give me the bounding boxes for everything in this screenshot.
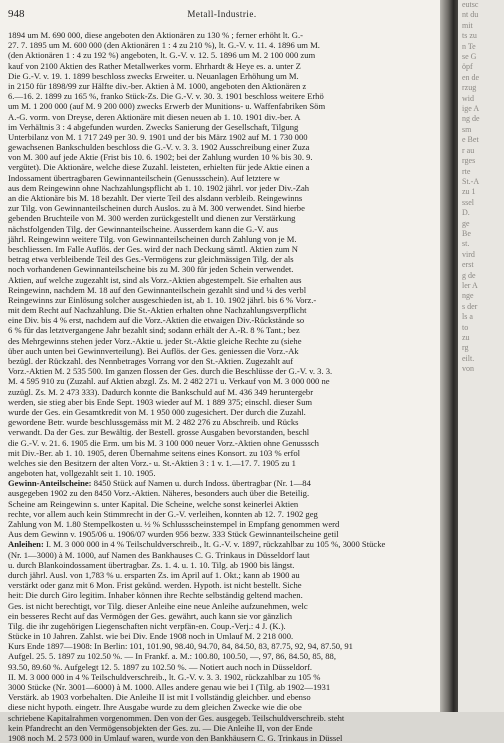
running-head: Metall-Industrie. <box>187 9 257 19</box>
page-fragment-line: s der <box>462 301 478 311</box>
text-line: wurde der Ges. ein Gesamtkredit von M. 1 950 000 zugesichert. Der durch die Zuzahl. <box>8 406 306 417</box>
text-line: 6 % für das letztvergangene Jahr bezahlt sind; sodann erhält der A.-R. 8 % Tant.; bez <box>8 325 300 336</box>
text-line: (Nr. 1—3000) à M. 1000, auf Namen des Bankhauses C. G. Trinkaus in Düsseldorf laut <box>8 549 310 560</box>
text-line: Aufgel. 25. 5. 1897 zu 102.50 %. — In Frankf. a. M.: 100.80, 100.50, —, 97, 86, 84.50, 85, 88, <box>8 651 336 662</box>
page-fragment-line: sm <box>462 124 472 134</box>
page-fragment-line: erst <box>462 260 474 270</box>
text-line: (den Aktionären 1 : 4 zu 192 %) angeboten, lt. G.-V. v. 12. 5. 1896 um M. 2 100 000 zum <box>8 50 316 61</box>
page-fragment-line: ige A <box>462 104 480 114</box>
text-line: betrag etwa verbleibende Teil des Ges.-Vermögens zur gleichmässigen Tilg. der als <box>8 254 294 265</box>
text-line: II. M. 3 000 000 in 4 % Teilschuldverschreib., lt. G.-V. v. 3. 3. 1902, rückzahlbar zu 105 % <box>8 671 321 682</box>
text-line: an die Aktionäre bis M. 18 bezahlt. Der vierte Teil des alsdann verbleib. Reingewinns <box>8 193 303 203</box>
text-line: 27. 7. 1895 um M. 600 000 (den Aktionären 1 : 4 zu 210 %), lt. G.-V. v. 11. 4. 1896 um M. <box>8 40 320 51</box>
text-line: aus dem Reingewinn ohne Nachzahlungspflicht ab 1. 10. 1902 jährl. vor jeder Div.-Zah <box>8 182 310 193</box>
text-line: ein besseres Recht auf das Vermögen der Ges. gewährt, auch kann sie vor gänzlich <box>8 610 293 621</box>
text-line: 6.—16. 2. 1899 zu 165 %, franko Stück-Zs. Die G.-V. v. 30. 3. 1901 beschloss weitere Erhö <box>8 91 324 102</box>
text-line: um M. 1 200 000 (auf M. 9 200 000) zwecks Erwerb der Munitions- u. Waffenfabriken Söm <box>8 101 326 112</box>
page-fragment-line: ng de <box>462 114 480 124</box>
text-line: heit: Die durch Giro legitim. Inhaber können ihre Rechte selbständig geltend machen. <box>8 590 303 601</box>
text-line: Aus dem Gewinn v. 1905/06 u. 1906/07 wurden 956 bezw. 333 Stück Gewinnanteilscheine getil <box>8 529 339 540</box>
capital-history-section <box>8 30 444 478</box>
page-fragment-line: e Bet <box>462 135 479 145</box>
profit-share-certificates-section <box>8 478 444 539</box>
text-line: zur Tilg. von Gewinnanteilscheinen durch Auslos. zu à M. 300 verwendet. Sind hierbe <box>8 203 305 214</box>
page-fragment-line: se G <box>462 52 477 62</box>
text-line: Tilg. die ihr zugehörigen Liegenschaften nicht verpfän-en. Coup.-Verj.: 4 J. (K.). <box>8 620 286 631</box>
page-fragment-line: St.-A <box>462 176 480 186</box>
page-fragment-line: ls a <box>462 312 473 322</box>
text-line: Anleihen: I. M. 3 000 000 in 4 % Teilschuldverschreib., lt. G.-V. v. 1897, rückzahlbar zu 105 %, 3000 Stücke <box>8 539 386 550</box>
text-line: durch jährl. Ausl. von 1,783 % u. ersparten Zs. im April auf 1. Okt.; kann ab 1900 au <box>8 569 300 580</box>
page-fragment-line: to <box>462 322 469 332</box>
text-line: angeboten hat, vollgezahlt seit 1. 10. 1905. <box>8 468 156 479</box>
page-fragment-line: en de <box>462 72 480 82</box>
text-line: mit dem Recht auf Nachzahlung. Die St.-Aktien erhalten ohne Nachzahlungsverpflicht <box>8 305 307 316</box>
page-fragment-line: rte <box>462 166 471 176</box>
text-line: Reingewinn, nachdem M. 18 auf den Gewinnanteilschein gezahlt sind und ¼ des verbl <box>8 284 307 295</box>
text-line: noch vorhandenen Gewinnanteilscheine bis zu M. 300 für jeden Schein verwendet. <box>8 264 294 275</box>
text-line: 93.50, 89.60 %. Aufgelegt 12. 5. 1897 zu 102.50 %. — Notiert auch noch in Düsseldorf. <box>8 661 313 672</box>
page-number: 948 <box>8 8 25 20</box>
page-fragment-line: rzug <box>462 83 477 93</box>
text-line: Gewinn-Anteilscheine: 8450 Stück auf Namen u. durch Indoss. übertragbar (Nr. 1—84 <box>8 478 311 489</box>
text-line: Indossament übertragbaren Gewinnanteilschein (Genussschein). Auf letztere w <box>8 172 280 183</box>
text-line: Vorz.-Aktien M. 2 535 500. Im ganzen flossen der Ges. durch die Beschlüsse der G.-V. v. 3. 3. <box>8 366 333 377</box>
page-fragment-line: st. <box>462 239 470 249</box>
text-line: gewordene Betr. wurde beschlussgemäss mit M. 2 482 276 zu Abschreib. und Rücks <box>8 417 299 428</box>
page-fragment-line: n Te <box>462 41 476 51</box>
text-line: A.-G. vorm. von Dreyse, deren Aktionäre mit diesen neuen ab 1. 10. 1901 div.-ber. A <box>8 111 301 122</box>
text-line: Reingewinns zur Einlösung solcher ausgeschieden ist, ab 1. 10. 1902 jährl. bis 6 % Vorz.- <box>8 294 317 305</box>
text-line: über auch unten bei Gewinnverteilung). Bei Auflös. der Ges. geniessen die Vorz.-Ak <box>8 345 299 356</box>
page-fragment-line: eutsc <box>462 0 479 9</box>
text-line: schriebene Kapitalrahmen vorgenommen. Den von der Ges. ausgegeb. Teilschuldverschreib. steht <box>8 712 345 723</box>
page-fragment-line: ssel <box>462 197 474 207</box>
text-line: jährl. Reingewinn weitere Tilg. von Gewinnanteilscheinen durch Zahlung von je M. <box>8 233 297 244</box>
text-line: ausgegeben 1902 zu den 8450 Vorz.-Aktien. Näheres, besonders auch über die Beteilig. <box>8 488 310 499</box>
text-line: kauf von 2100 Aktien des Rather Metallwerkes vorm. Ehrhardt & Heye es. a. unter Z <box>8 60 301 71</box>
page-fragment-line: öpf <box>462 62 473 72</box>
text-line: im Verhältnis 3 : 4 abgefunden wurden. Zwecks Sanierung der Gesellschaft, Tilgung <box>8 121 299 132</box>
text-line: verwandt. Da der Ges. zur Bewältig. der Bestell. grosse Ausgaben bevorstanden, beschl <box>8 427 310 438</box>
text-line: gebenden Bruchteile von M. 300 werden zurückgestellt und dienen zur Verstärkung <box>8 213 296 224</box>
text-line: vergütet). Die Aktionäre, welche diese Zuzahl. leisteten, erhielten für jede Aktie einen a <box>8 162 310 173</box>
text-line: Scheine am Reingewinn s. unter Kapital. Die Scheine, welche sonst keinerlei Aktien <box>8 498 299 509</box>
adjacent-page-edge <box>458 0 504 712</box>
text-line: Ges. ist nicht berechtigt, vor Tilg. dieser Anleihe eine neue Anleihe aufzunehmen, welc <box>8 600 308 611</box>
text-line: Kurs Ende 1897—1908: In Berlin: 101, 101.90, 98.40, 94.70, 84, 84.50, 83, 87.75, 92, 94, 87.50, 91 <box>8 641 353 652</box>
text-line: beschliessen. Im Falle Auflös. der Ges. wird der nach Deckung sämtl. Aktien zum N <box>8 243 298 254</box>
page-fragment-line: ge <box>462 218 470 228</box>
text-line: rechte, vor allem auch kein Stimmrecht in der G.-V. verleihen, konnten ab 12. 7. 1902 geg <box>8 508 318 519</box>
page-fragment-line: nt du <box>462 10 479 20</box>
page-fragment-line: g de <box>462 270 476 280</box>
page-fragment-line: nge <box>462 291 474 301</box>
page-fragment-line: eilt. <box>462 353 475 363</box>
text-line: Aktien, auf welche zugezahlt ist, sind als Vorz.-Aktien abgestempelt. Sie erhalten aus <box>8 274 302 285</box>
page-fragment-line: zu 1 <box>462 187 476 197</box>
text-line: die G.-V. v. 21. 6. 1905 die Erm. um bis M. 3 100 000 neuer Vorz.-Aktien ohne Genusssch <box>8 437 319 448</box>
page-fragment-line: mit <box>462 20 473 30</box>
text-line: diese nicht hypoth. eingetr. Ihre Ausgabe wurde zu dem gleichen Zwecke wie die obe <box>8 702 302 713</box>
page-fragment-line: ts zu <box>462 31 477 41</box>
text-line: verstärkt oder ganz mit 6 Mon. Frist gekünd. werden. Hypoth. ist nicht bestellt. Siche <box>8 580 302 591</box>
text-line: Verstärk. ab 1903 vorbehalten. Die Anleihe II ist mit I vollständig gleichber. und ebenso <box>8 692 311 703</box>
page-fragment-line: rges <box>462 156 476 166</box>
page-body <box>8 30 444 743</box>
text-line: kein Pfandrecht an den Vermögensobjekten der Ges. zu. — Die Anleihe II, von der Ende <box>8 722 313 733</box>
page-fragment-line: von <box>462 364 474 374</box>
text-line: Die G.-V. v. 19. 1. 1899 beschloss zwecks Erweiter. u. Neuanlagen Erhöhung um M. <box>8 70 299 81</box>
text-line: von M. 300 auf jede Aktie (Frist bis 10. 6. 1902; bei der Zahlung wurden 10 % bis 30. 9. <box>8 152 313 163</box>
page-header <box>8 8 436 22</box>
page-fragment-line: rg <box>462 343 469 353</box>
page-fragment-line: vird <box>462 249 475 259</box>
text-line: bezügl. der Rückzahl. des Nennbetrages Vorrang vor den St.-Aktien. Zugezahlt auf <box>8 356 294 366</box>
text-line: 1894 um M. 690 000, diese angeboten den Aktionären zu 130 % ; ferner erhöht lt. G.- <box>8 30 303 40</box>
text-line: in 2150 für 1898/99 zur Hälfte div.-ber. Aktien à M. 1000, angeboten den Aktionären z <box>8 80 307 91</box>
text-line: eine Div. bis 4 % erst, nachdem auf die Vorz.-Aktien die etwaigen Div.-Rückstände so <box>8 315 305 326</box>
text-line: gewachsenen Bankschulden beschloss die G.-V. v. 3. 3. 1902 Ausschreibung einer Zuza <box>8 142 310 153</box>
text-line: nächstfolgenden Tilg. der Gewinnanteilscheine. Ausserdem kann die G.-V. aus <box>8 223 279 234</box>
bonds-section <box>8 539 444 743</box>
text-line: werden, sie stieg aber bis Ende Sept. 1903 wieder auf M. 1 889 375; einschl. dieser Sum <box>8 396 313 407</box>
page-fragment-line: ler A <box>462 280 478 290</box>
page-fragment-line: zu <box>462 333 470 342</box>
text-line: M. 4 595 910 zu (Zuzahl. auf Aktien abzgl. Zs. M. 2 482 271 u. Verkauf von M. 3 000 000 ne <box>8 376 330 387</box>
text-line: des Mehrgewinns stehen jeder Vorz.-Aktie u. jeder St.-Aktie gleiche Rechte zu (siehe <box>8 335 302 346</box>
text-line: u. durch Blankoindossament übertragbar. Zs. 1. 4. u. 1. 10. Tilg. ab 1900 bis längst. <box>8 559 295 570</box>
page-fragment-line: Be <box>462 228 471 238</box>
text-line: welches sie den Besitzern der alten Vorz.- u. St.-Aktien 3 : 1 v. 1.—17. 7. 1905 zu 1 <box>8 457 296 468</box>
text-line: 3000 Stücke (Nr. 3001—6000) à M. 1000. Alles andere genau wie bei I (Tilg. ab 1902—1931 <box>8 682 331 692</box>
text-line: zuzügl. Zs. M. 2 473 333). Dadurch konnte die Bankschuld auf M. 436 349 heruntergebr <box>8 386 314 397</box>
text-line: mit Div.-Ber. ab 1. 10. 1905, deren Übernahme seitens eines Konsort. zu 103 % erfol <box>8 447 301 458</box>
page-fragment-line: D. <box>462 208 470 218</box>
text-line: Zahlung von M. 1.80 Stempelkosten u. ½ % Schlussscheinstempel in Empfang genommen werd <box>8 519 340 529</box>
text-line: Unterbilanz von M. 1 717 249 per 30. 9. 1901 und der bis März 1902 auf M. 1 730 000 <box>8 131 308 142</box>
text-line: Stücke in 10 Jahren. Zahlst. wie bei Div. Ende 1908 noch in Umlauf M. 2 218 000. <box>8 631 294 642</box>
page-fragment-line: wid <box>462 93 474 103</box>
page-fragment-line: r au <box>462 145 475 155</box>
book-gutter <box>440 0 458 712</box>
text-line: 1908 noch M. 2 573 000 in Umlauf waren, wurde von den Bankhäusern C. G. Trinkaus in Düssel <box>8 732 343 743</box>
